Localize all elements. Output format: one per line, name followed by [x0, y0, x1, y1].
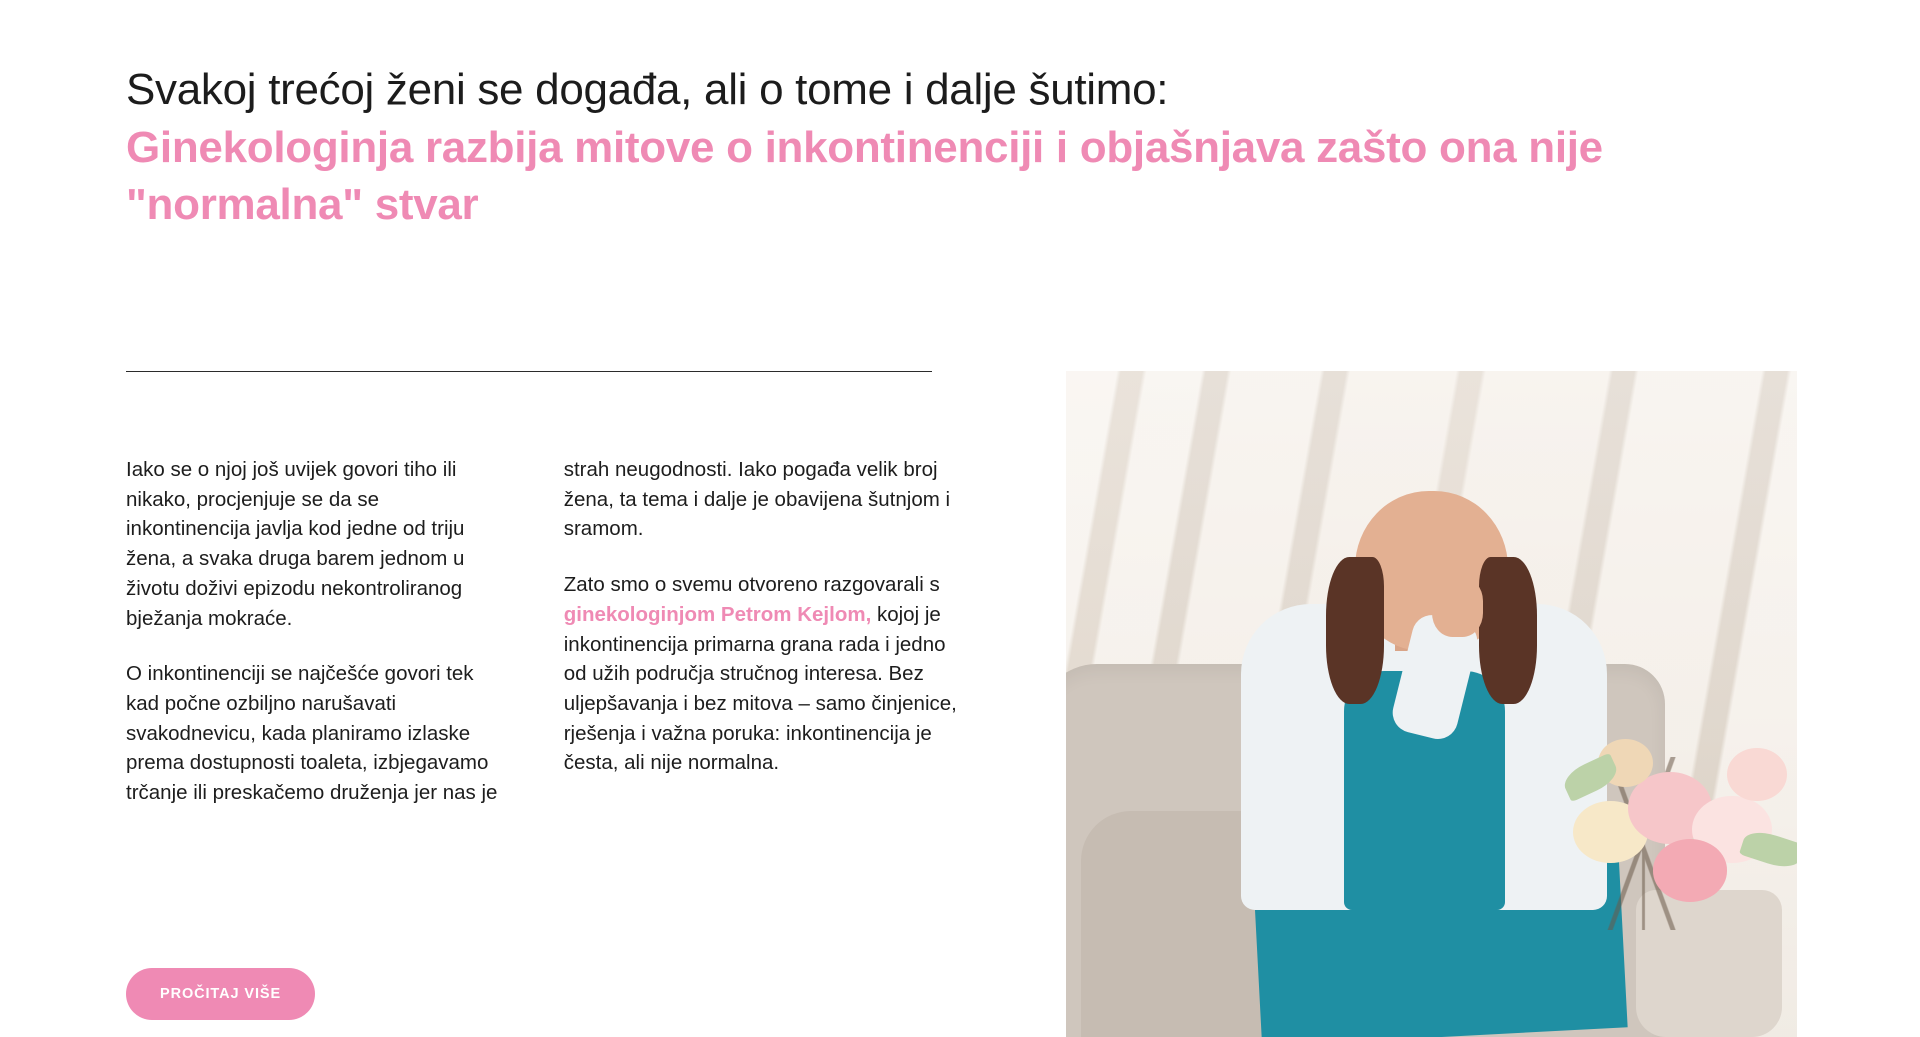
person-hand — [1432, 577, 1483, 637]
doctor-profile-link[interactable]: ginekologinjom Petrom Kejlom, — [563, 602, 872, 626]
headline-highlight: Ginekologinja razbija mitove o inkontinenciji i objašnjava zašto ona nije "normalna" stvar — [126, 123, 1603, 229]
body-column-right — [564, 455, 966, 808]
paragraph: O inkontinenciji se najčešće govori tek kad počne ozbiljno narušavati svakodnevicu, kada planiramo izlaske prema dostupnosti toaleta, izbjegavamo trčanje ili preskačemo druženja jer nas je — [126, 662, 498, 805]
read-more-button[interactable]: PROČITAJ VIŠE — [126, 968, 315, 1020]
photo-illustration — [1066, 371, 1797, 1037]
person-hair-left — [1326, 557, 1384, 704]
person-hair-right — [1479, 557, 1537, 704]
horizontal-divider — [126, 371, 932, 372]
paragraph: Iako se o njoj još uvijek govori tiho ili nikako, procjenjuje se da se inkontinencija javlja kod jedne od triju žena, a svaka druga barem jednom u životu doživi epizodu nekontroliranog bježanja mokraće. — [126, 458, 465, 630]
article-body — [126, 455, 966, 808]
page-title — [126, 62, 1686, 233]
flower-bouquet — [1563, 691, 1797, 931]
paragraph-prefix: Zato smo o svemu otvoreno razgovarali s — [563, 573, 940, 597]
paragraph-suffix: kojoj je inkontinencija primarna grana rada i jedno od užih područja stručnog interesa. Bez uljepšavanja i bez mitova – samo činjenice, rješenja i važna poruka: inkontinencija je česta, ali nije normalna. — [563, 602, 957, 775]
paragraph-with-link — [564, 570, 966, 778]
article-hero-image — [1066, 371, 1797, 1037]
headline-kicker: Svakoj trećoj ženi se događa, ali o tome i dalje šutimo: — [126, 65, 1169, 114]
body-column-left — [126, 455, 504, 808]
paragraph: strah neugodnosti. Iako pogađa velik broj žena, ta tema i dalje je obavijena šutnjom i sramom. — [563, 458, 951, 541]
